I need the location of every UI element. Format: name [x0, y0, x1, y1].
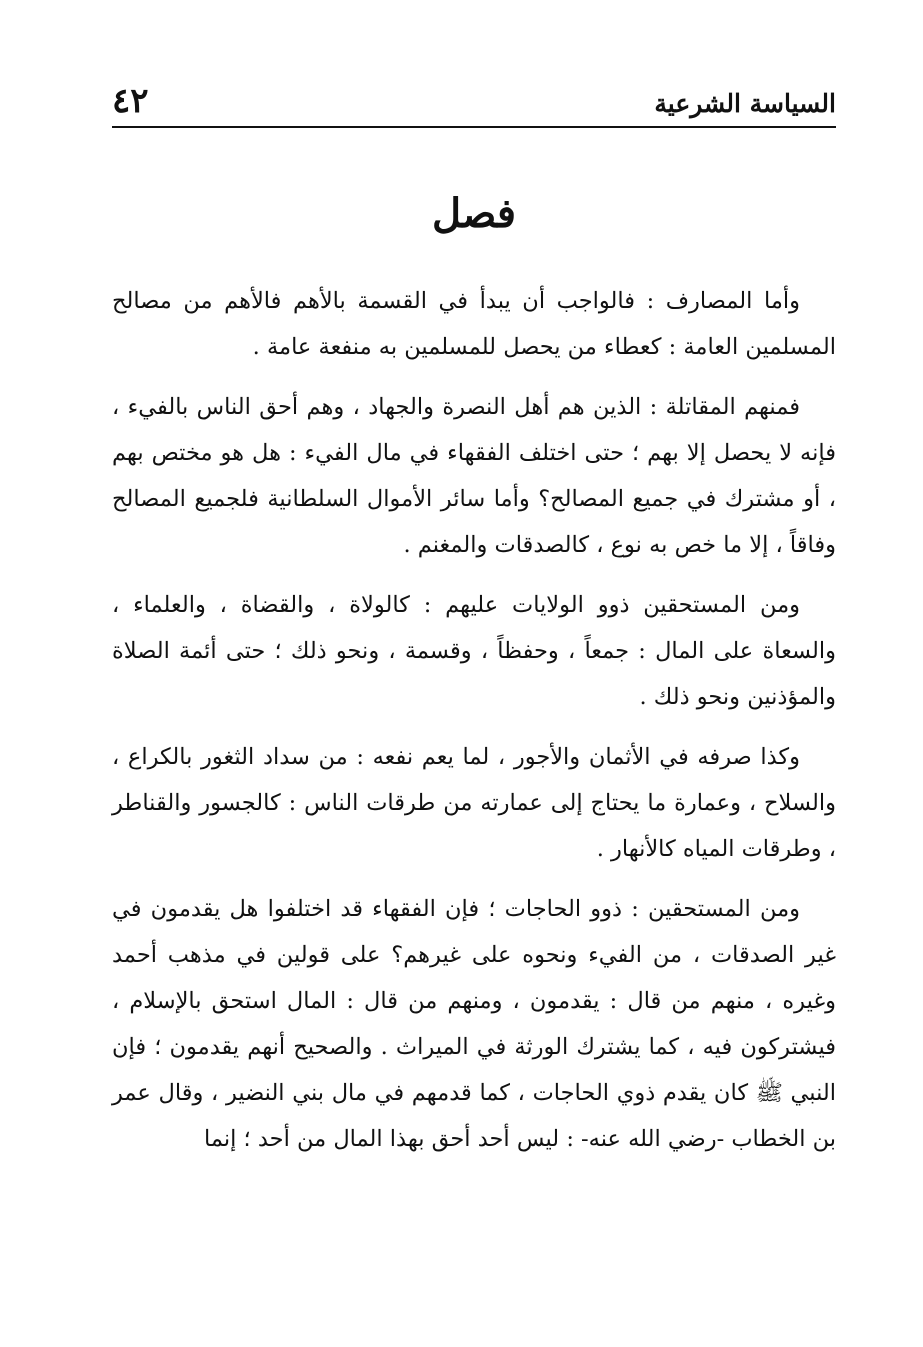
paragraph-5: ومن المستحقين : ذوو الحاجات ؛ فإن الفقهاء قد اختلفوا هل يقدمون في غير الصدقات ، من الفيء ونحوه على غيرهم؟ على قولين في مذهب أحمد وغيره ، منهم من قال : يقدمون ، ومنهم من قال : المال استحق بالإسلام ، فيشتركون فيه ، كما يشترك الورثة في الميراث . والصحيح أنهم يقدمون ؛ فإن النبي ﷺ كان يقدم ذوي الحاجات ، كما قدمهم في مال بني النضير ، وقال عمر بن الخطاب -رضي الله عنه- : ليس أحد أحق بهذا المال من أحد ؛ إنما — [112, 896, 836, 1152]
paragraph-4: وكذا صرفه في الأثمان والأجور ، لما يعم نفعه : من سداد الثغور بالكراع ، والسلاح ، وعمارة ما يحتاج إلى عمارته من طرقات الناس : كالجسور والقناطر ، وطرقات المياه كالأنهار . — [112, 744, 836, 862]
section-title: فصل — [431, 190, 517, 237]
running-header — [112, 66, 836, 122]
header-divider — [112, 126, 836, 128]
book-title: السياسة الشرعية — [654, 89, 836, 118]
paragraph-1: وأما المصارف : فالواجب أن يبدأ في القسمة بالأهم فالأهم من مصالح المسلمين العامة : كعطاء من يحصل للمسلمين به منفعة عامة . — [112, 288, 836, 360]
paragraph-2: فمنهم المقاتلة : الذين هم أهل النصرة والجهاد ، وهم أحق الناس بالفيء ، فإنه لا يحصل إلا بهم ؛ حتى اختلف الفقهاء في مال الفيء : هل هو مختص بهم ، أو مشترك في جميع المصالح؟ وأما سائر الأموال السلطانية فلجميع المصالح وفاقاً ، إلا ما خص به نوع ، كالصدقات والمغنم . — [112, 394, 836, 558]
body-text — [112, 278, 836, 1162]
paragraph-3: ومن المستحقين ذوو الولايات عليهم : كالولاة ، والقضاة ، والعلماء ، والسعاة على المال : جمعاً ، وحفظاً ، وقسمة ، ونحو ذلك ؛ حتى أئمة الصلاة والمؤذنين ونحو ذلك . — [112, 592, 836, 710]
page-number: ٤٢ — [112, 81, 149, 121]
